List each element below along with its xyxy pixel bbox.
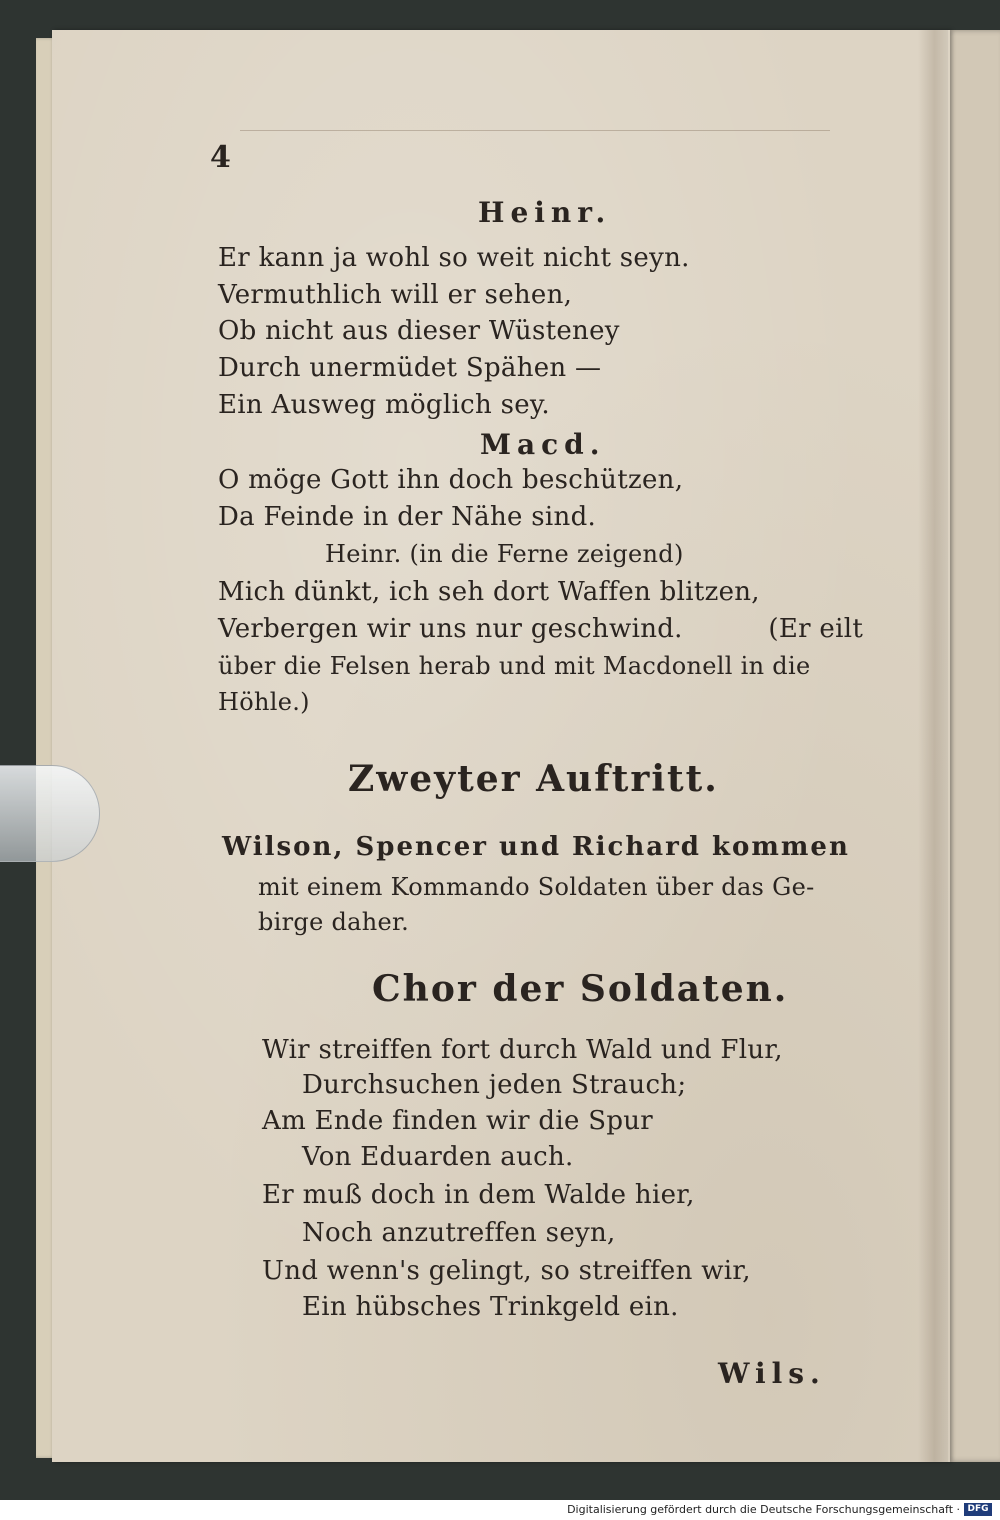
verse-line: Er kann ja wohl so weit nicht seyn. xyxy=(218,243,690,273)
song-line: Er muß doch in dem Walde hier, xyxy=(262,1180,695,1210)
footer-credit: Digitalisierung gefördert durch die Deutsche Forschungsgemeinschaft · xyxy=(567,1503,960,1516)
page-number: 4 xyxy=(210,140,231,175)
stage-direction: über die Felsen herab und mit Macdonell in die xyxy=(218,652,811,680)
catchword-speaker: Wils. xyxy=(718,1357,826,1390)
verse-line: Da Feinde in der Nähe sind. xyxy=(218,502,597,532)
stage-direction: mit einem Kommando Soldaten über das Ge- xyxy=(258,873,815,901)
verse-line: Ob nicht aus dieser Wüsteney xyxy=(218,316,620,346)
song-line: Durchsuchen jeden Strauch; xyxy=(302,1070,687,1100)
song-line: Noch anzutreffen seyn, xyxy=(302,1218,616,1248)
verse-line: Ein Ausweg möglich sey. xyxy=(218,390,551,420)
verse-line: Mich dünkt, ich seh dort Waffen blitzen, xyxy=(218,577,760,607)
song-line: Und wenn's gelingt, so streiffen wir, xyxy=(262,1256,751,1286)
song-line: Ein hübsches Trinkgeld ein. xyxy=(302,1292,679,1322)
stage-direction: birge daher. xyxy=(258,908,410,936)
cast-line: Wilson, Spencer und Richard kommen xyxy=(222,832,850,862)
song-line: Wir streiffen fort durch Wald und Flur, xyxy=(262,1035,783,1065)
stage-direction: Höhle.) xyxy=(218,688,310,716)
speaker-macd: Macd. xyxy=(480,428,606,461)
scene-heading: Zweyter Auftritt. xyxy=(348,758,719,800)
song-line: Von Eduarden auch. xyxy=(302,1142,574,1172)
chorus-heading: Chor der Soldaten. xyxy=(372,968,789,1010)
top-rule xyxy=(240,130,830,131)
verse-line: Vermuthlich will er sehen, xyxy=(218,280,573,310)
verse-line: Durch unermüdet Spähen — xyxy=(218,353,602,383)
speaker-with-direction: Heinr. (in die Ferne zeigend) xyxy=(325,540,684,568)
page-fold-shadow xyxy=(918,30,948,1462)
verse-line: Verbergen wir uns nur geschwind. (Er eilt xyxy=(218,614,864,644)
song-line: Am Ende finden wir die Spur xyxy=(262,1106,654,1136)
verse-line: O möge Gott ihn doch beschützen, xyxy=(218,465,684,495)
page-holder-clip xyxy=(0,765,100,862)
dfg-logo: DFG xyxy=(964,1503,992,1516)
speaker-heinr: Heinr. xyxy=(478,196,612,229)
